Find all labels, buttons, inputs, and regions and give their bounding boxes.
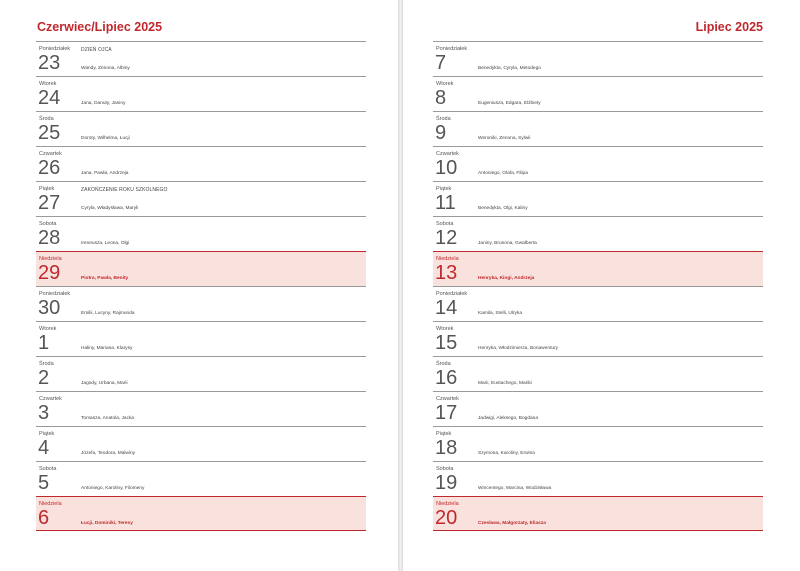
weekday-label: Piątek [436, 186, 452, 192]
day-number: 13 [435, 262, 458, 284]
day-list [433, 41, 763, 531]
weekday-label: Niedziela [436, 256, 459, 262]
name-days: Eugeniusza, Edgara, Elżbiety [478, 101, 541, 106]
day-row[interactable] [433, 391, 763, 426]
day-list [36, 41, 366, 531]
name-days: Józefa, Teodora, Malwiny [81, 451, 136, 456]
day-number: 20 [435, 507, 458, 529]
weekday-label: Poniedziałek [39, 291, 71, 297]
weekday-label: Środa [436, 116, 451, 122]
left-page [0, 0, 398, 571]
day-number: 19 [435, 472, 458, 494]
day-row[interactable] [36, 181, 366, 216]
name-days: Jadwigi, Aleksego, Bogdana [478, 416, 539, 421]
weekday-label: Piątek [39, 186, 55, 192]
weekday-label: Środa [39, 116, 54, 122]
event-label: ZAKOŃCZENIE ROKU SZKOLNEGO [81, 187, 168, 193]
weekday-label: Sobota [436, 466, 454, 472]
day-row[interactable] [433, 356, 763, 391]
name-days: Tomasza, Anatola, Jacka [81, 416, 135, 421]
weekday-label: Czwartek [39, 396, 62, 402]
name-days: Emilii, Lucyny, Rajmunda [81, 311, 135, 316]
day-number: 5 [38, 472, 50, 494]
day-number: 11 [435, 192, 456, 214]
day-number: 28 [38, 227, 61, 249]
day-row[interactable] [36, 391, 366, 426]
day-number: 15 [435, 332, 458, 354]
day-number: 26 [38, 157, 61, 179]
day-row[interactable] [36, 321, 366, 356]
weekday-label: Czwartek [436, 151, 459, 157]
day-row-sunday[interactable] [433, 496, 763, 531]
weekday-label: Sobota [436, 221, 454, 227]
day-number: 8 [435, 87, 447, 109]
name-days: Wandy, Zenona, Albiny [81, 66, 130, 71]
day-number: 4 [38, 437, 50, 459]
weekday-label: Sobota [39, 221, 57, 227]
weekday-label: Czwartek [436, 396, 459, 402]
day-number: 27 [38, 192, 61, 214]
weekday-label: Niedziela [39, 501, 62, 507]
weekday-label: Sobota [39, 466, 57, 472]
weekday-label: Piątek [436, 431, 452, 437]
day-row[interactable] [433, 426, 763, 461]
name-days: Jana, Pawła, Andrzeja [81, 171, 129, 176]
name-days: Łucji, Dominiki, Teresy [81, 521, 133, 526]
name-days: Jana, Danuty, Janiny [81, 101, 126, 106]
day-row[interactable] [36, 426, 366, 461]
day-row[interactable] [433, 216, 763, 251]
day-row[interactable] [433, 146, 763, 181]
page-title: Czerwiec/Lipiec 2025 [37, 20, 163, 34]
name-days: Haliny, Mariana, Klarysy [81, 346, 133, 351]
day-row[interactable] [433, 76, 763, 111]
day-number: 3 [38, 402, 50, 424]
day-number: 30 [38, 297, 61, 319]
weekday-label: Wtorek [436, 326, 454, 332]
day-row[interactable] [433, 321, 763, 356]
weekday-label: Niedziela [436, 501, 459, 507]
weekday-label: Poniedziałek [39, 46, 71, 52]
day-row-sunday[interactable] [36, 496, 366, 531]
day-number: 10 [435, 157, 458, 179]
day-number: 24 [38, 87, 61, 109]
weekday-label: Czwartek [39, 151, 62, 157]
name-days: Ireneusza, Leona, Olgi [81, 241, 130, 246]
day-number: 25 [38, 122, 61, 144]
name-days: Weroniki, Zenona, Sylwii [478, 136, 531, 141]
day-number: 7 [435, 52, 447, 74]
name-days: Janiny, Brunona, Gwalberta [478, 241, 537, 246]
name-days: Benedykta, Olgi, Kaliny [478, 206, 528, 211]
name-days: Szymona, Karoliny, Erwina [478, 451, 535, 456]
day-row[interactable] [36, 461, 366, 496]
day-row[interactable] [36, 76, 366, 111]
day-row[interactable] [433, 41, 763, 76]
event-label: DZIEŃ OJCA [81, 47, 112, 53]
weekday-label: Wtorek [39, 81, 57, 87]
weekday-label: Poniedziałek [436, 46, 468, 52]
name-days: Henryka, Włodzimierza, Bonawentury [478, 346, 558, 351]
day-row[interactable] [433, 181, 763, 216]
day-row-sunday[interactable] [36, 251, 366, 286]
name-days: Wincentego, Marcina, Wodzisława [478, 486, 552, 491]
day-row[interactable] [433, 111, 763, 146]
day-row[interactable] [36, 216, 366, 251]
day-row[interactable] [36, 146, 366, 181]
name-days: Henryka, Kingi, Andrzeja [478, 276, 535, 281]
name-days: Antoniego, Karoliny, Filomeny [81, 486, 145, 491]
name-days: Benedykta, Cyryla, Metodego [478, 66, 541, 71]
name-days: Antoniego, Olafa, Filipa [478, 171, 528, 176]
day-number: 12 [435, 227, 458, 249]
right-page [403, 0, 800, 571]
day-row[interactable] [433, 286, 763, 321]
weekday-label: Środa [436, 361, 451, 367]
day-row-sunday[interactable] [433, 251, 763, 286]
day-row[interactable] [36, 356, 366, 391]
day-number: 23 [38, 52, 61, 74]
day-row[interactable] [36, 111, 366, 146]
day-number: 2 [38, 367, 50, 389]
day-row[interactable] [433, 461, 763, 496]
day-number: 17 [435, 402, 458, 424]
page-title: Lipiec 2025 [695, 20, 763, 34]
day-number: 18 [435, 437, 458, 459]
day-row[interactable] [36, 286, 366, 321]
weekday-label: Niedziela [39, 256, 62, 262]
day-number: 14 [435, 297, 458, 319]
weekday-label: Poniedziałek [436, 291, 468, 297]
day-number: 16 [435, 367, 458, 389]
name-days: Czesława, Małgorzaty, Eliasza [478, 521, 546, 526]
name-days: Marii, Eustachego, Mariki [478, 381, 532, 386]
weekday-label: Piątek [39, 431, 55, 437]
name-days: Piotra, Pawła, Benity [81, 276, 129, 281]
name-days: Doroty, Wilhelma, Łucji [81, 136, 130, 141]
name-days: Cyryla, Władysława, Maryli [81, 206, 139, 211]
day-number: 9 [435, 122, 447, 144]
day-number: 29 [38, 262, 61, 284]
name-days: Kamila, Stelli, Ulryka [478, 311, 522, 316]
name-days: Jagody, Urbana, Marii [81, 381, 128, 386]
weekday-label: Wtorek [39, 326, 57, 332]
day-number: 6 [38, 507, 50, 529]
weekday-label: Środa [39, 361, 54, 367]
weekday-label: Wtorek [436, 81, 454, 87]
day-row[interactable] [36, 41, 366, 76]
day-number: 1 [38, 332, 50, 354]
